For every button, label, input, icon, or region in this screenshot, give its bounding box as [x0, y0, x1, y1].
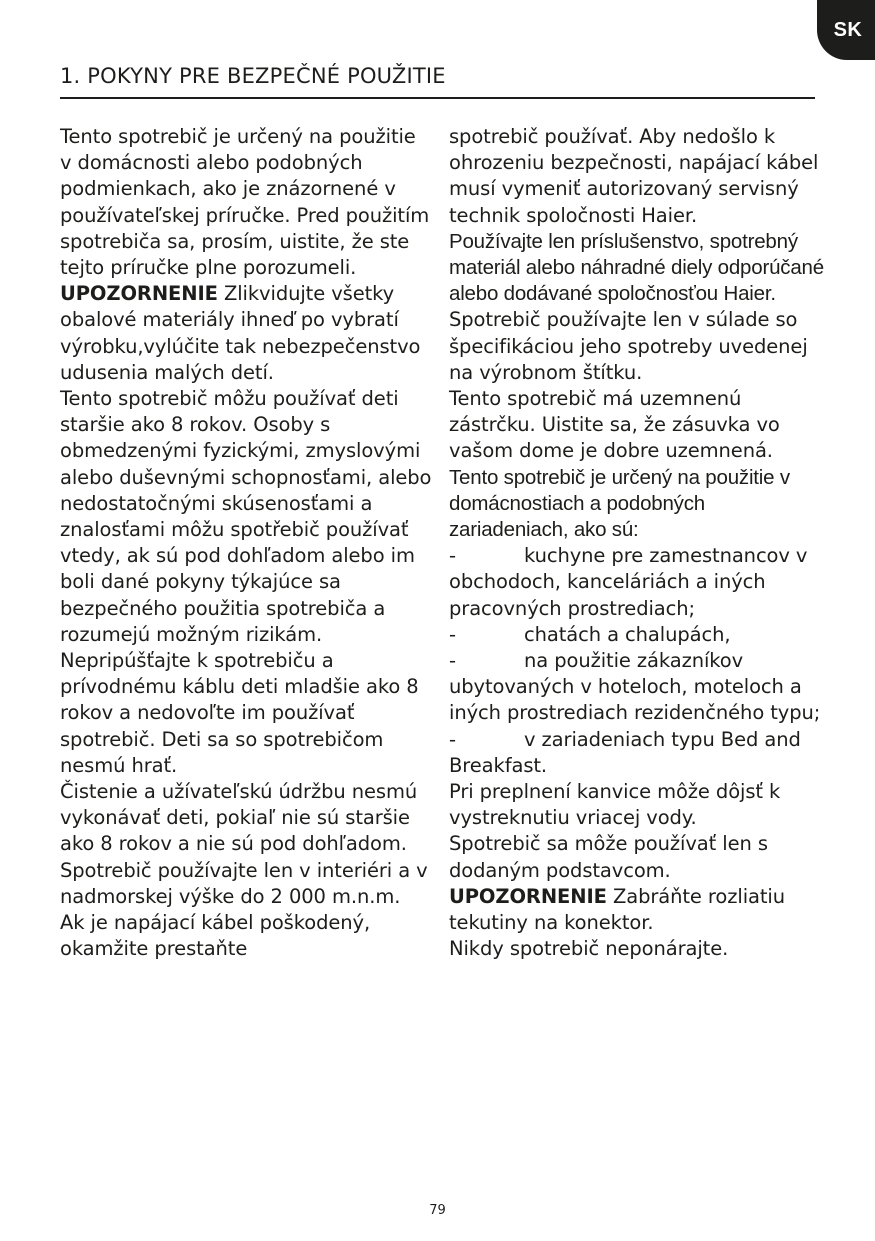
paragraph-connector-warning [449, 884, 825, 936]
paragraph-cable-replacement: spotrebič používať. Aby nedošlo k ohrozeniu bezpečnosti, napájací kábel musí vymeniť autorizovaný servisný technik spoločnosti Haier. [449, 125, 819, 227]
paragraph-no-immersion: Nikdy spotrebič neponárajte. [449, 937, 729, 961]
paragraph-base: Spotrebič sa môže používať len s dodaným podstavcom. [449, 832, 768, 882]
paragraph-damaged-cable: Ak je napájací kábel poškodený, okamžite prestaňte [60, 911, 371, 961]
warning-label: UPOZORNENIE [449, 884, 607, 908]
paragraph-accessories: Používajte len príslušenstvo, spotrebný materiál alebo náhradné diely odporúčané alebo dodávané spoločnosťou Haier. [449, 229, 824, 306]
paragraph-grounding: Tento spotrebič má uzemnenú zástrčku. Uistite sa, že zásuvka vo vašom dome je dobre uzemnená. [449, 387, 780, 463]
language-tab: SK [817, 0, 875, 60]
bullet-text: kuchyne pre zamestnancov v obchodoch, kanceláriách a iných pracovných prostrediach; [449, 544, 808, 620]
bullet-dash: - [449, 727, 456, 751]
paragraph-children-usage: Tento spotrebič môžu používať deti staršie ako 8 rokov. Osoby s obmedzenými fyzickými, zmyslovými alebo duševnými schopnosťami, alebo nedostatočnými skúsenosťami a znalosťami môžu spotřebič používať vtedy, ak sú pod dohľadom alebo im boli dané pokyny týkajúce sa bezpečného použitia spotrebiča a rozumejú možným rizikám. [60, 387, 432, 646]
paragraph-indoor-use: Spotrebič používajte len v interiéri a v nadmorskej výške do 2 000 m.n.m. [60, 858, 428, 908]
bullet-item [449, 648, 825, 727]
paragraph-specification: Spotrebič používajte len v súlade so špecifikáciou jeho spotreby uvedenej na výrobnom štítku. [449, 308, 808, 384]
bullet-dash: - [449, 649, 456, 673]
bullet-item [449, 727, 825, 779]
warning-text: Zlikvidujte všetky obalové materiály ihneď po vybratí výrobku,vylúčite tak nebezpečenstvo udusenia malých detí. [60, 282, 421, 384]
bullet-dash: - [449, 544, 456, 568]
page-number: 79 [429, 1203, 446, 1218]
bullet-text: v zariadeniach typu Bed and Breakfast. [449, 727, 801, 777]
paragraph-intended-use: Tento spotrebič je určený na použitie v domácnosti alebo podobných podmienkach, ako je znázornené v používateľskej príručke. Pred použitím spotrebiča sa, prosím, uistite, že ste tejto príručke plne porozumeli. [60, 125, 430, 280]
right-column [449, 124, 825, 963]
paragraph-packaging-warning [60, 281, 432, 386]
left-column [60, 124, 432, 963]
bullet-text: na použitie zákazníkov ubytovaných v hoteloch, moteloch a iných prostrediach rezidenčného typu; [449, 649, 821, 725]
page-title: 1. POKYNY PRE BEZPEČNÉ POUŽITIE [60, 61, 815, 99]
paragraph-overfill: Pri preplnení kanvice môže dôjsť k vystreknutiu vriacej vody. [449, 780, 781, 830]
paragraph-cleaning: Čistenie a užívateľskú údržbu nesmú vykonávať deti, pokiaľ nie sú staršie ako 8 rokov a nie sú pod dohľadom. [60, 780, 418, 856]
paragraph-household-use: Tento spotrebič je určený na použitie v domácnostiach a podobných zariadeniach, ako sú: [449, 465, 790, 542]
bullet-item [449, 543, 825, 622]
paragraph-children-restriction: Nepripúšťajte k spotrebiču a prívodnému káblu deti mladšie ako 8 rokov a nedovoľte im používať spotrebič. Deti sa so spotrebičom nesmú hrať. [60, 649, 419, 777]
bullet-item [449, 622, 825, 648]
bullet-dash: - [449, 622, 456, 646]
warning-text: Zabráňte rozliatiu tekutiny na konektor. [449, 884, 785, 935]
bullet-text: chatách a chalupách, [524, 622, 731, 646]
warning-label: UPOZORNENIE [60, 282, 218, 306]
